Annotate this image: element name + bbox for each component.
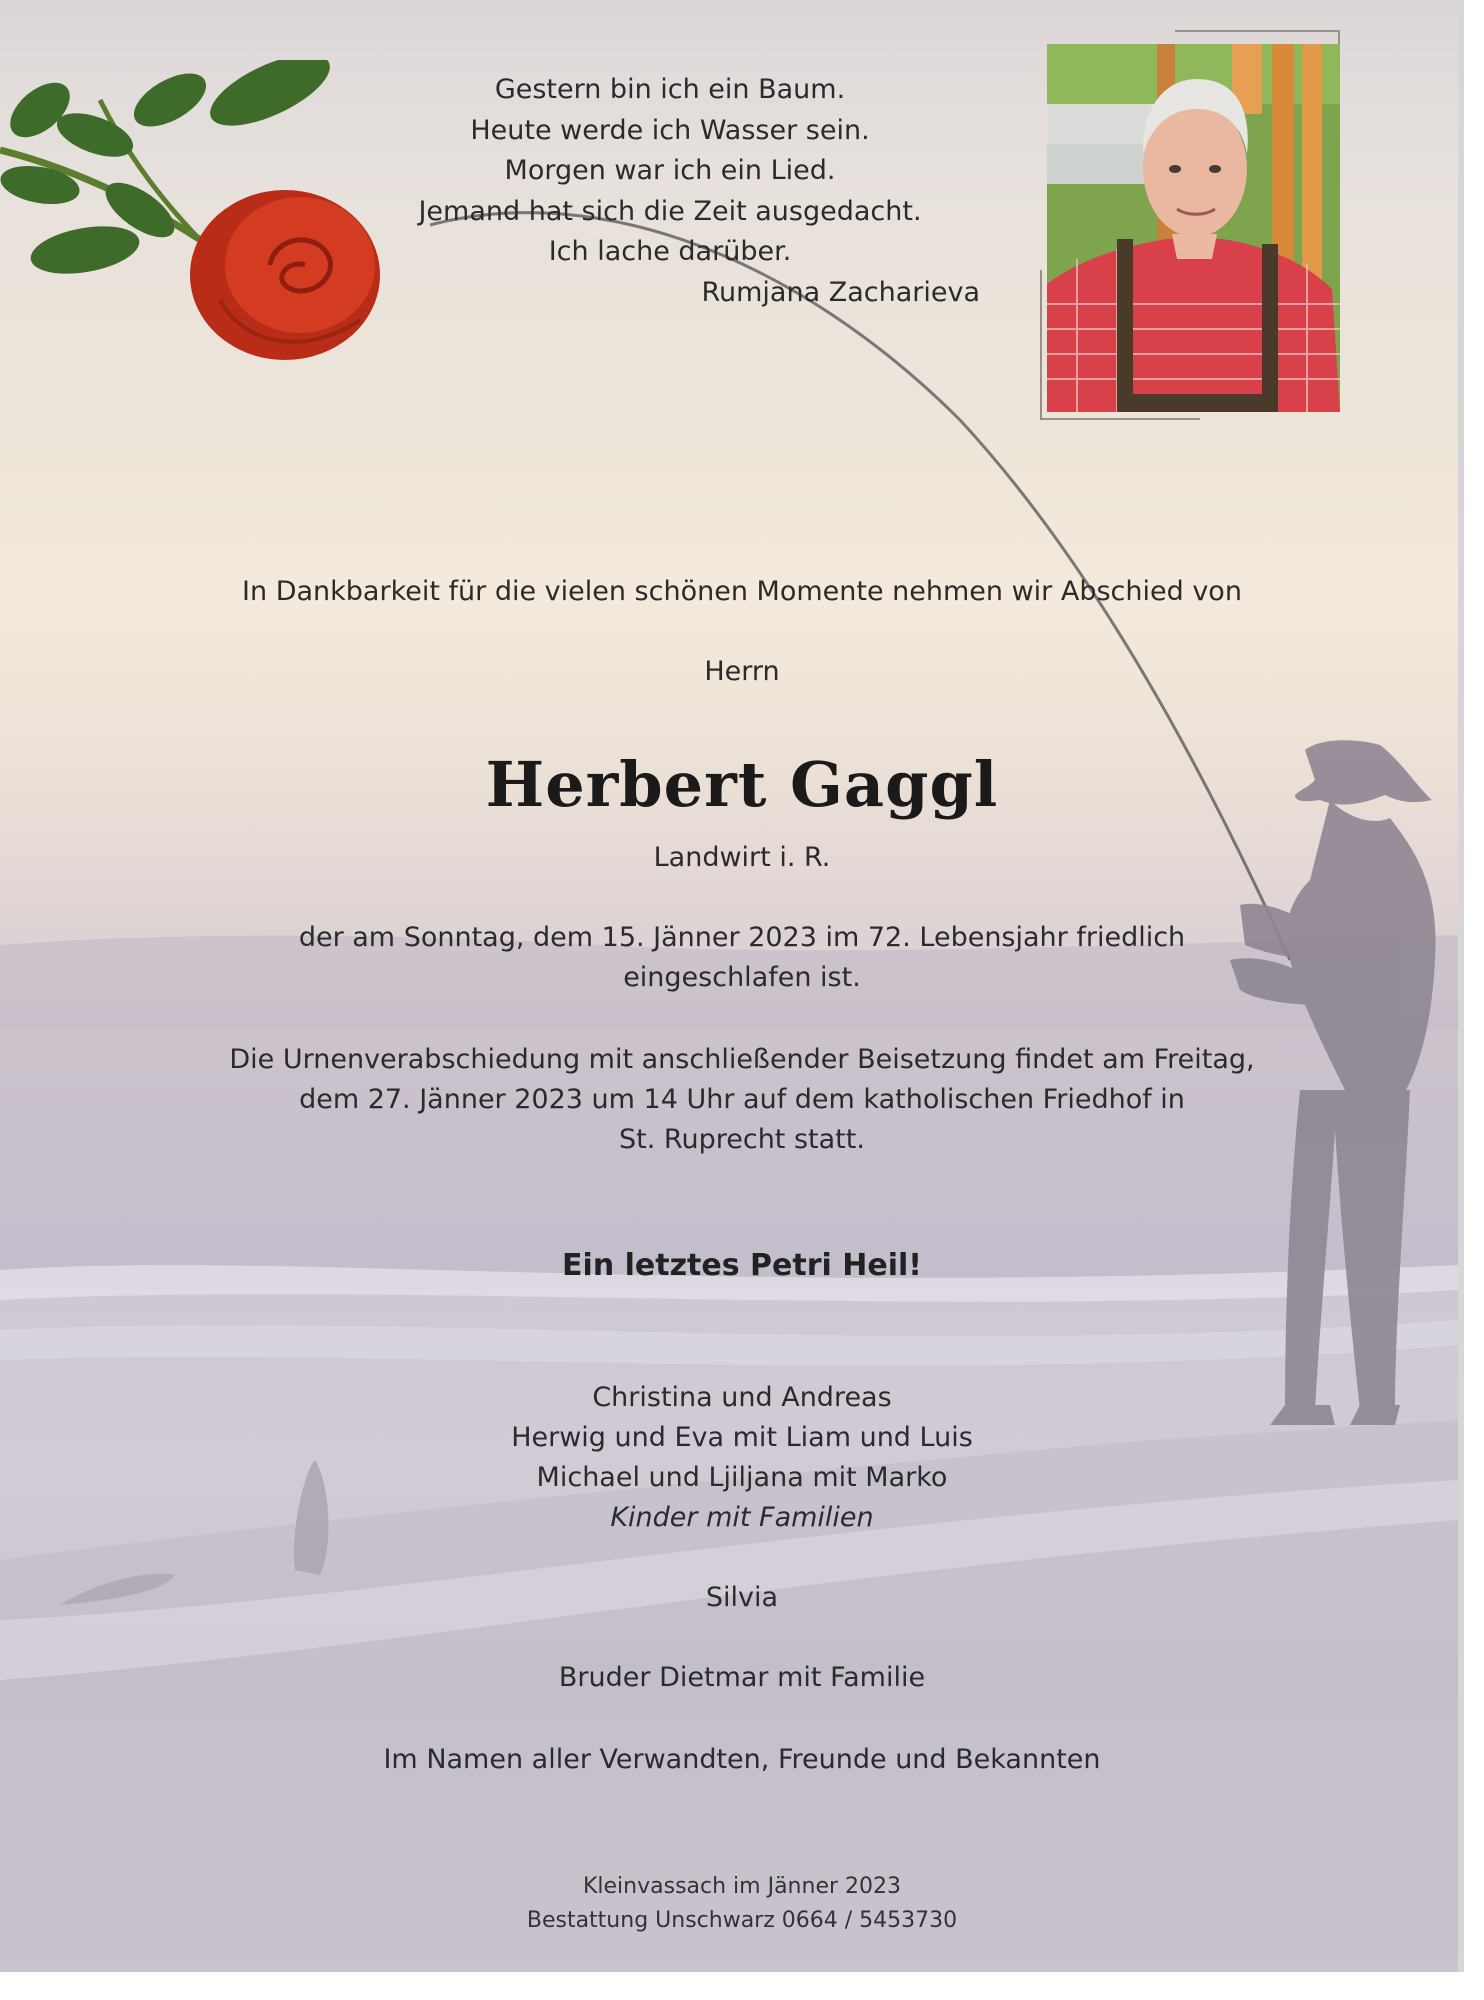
mourner-sibling: Bruder Dietmar mit Familie xyxy=(558,1662,926,1693)
rose-icon xyxy=(0,60,400,370)
portrait-photo xyxy=(1047,44,1340,412)
poem-author: Rumjana Zacharieva xyxy=(701,276,980,308)
farewell-line: Ein letztes Petri Heil! xyxy=(562,1248,922,1283)
footer-undertaker: Bestattung Unschwarz 0664 / 5453730 xyxy=(526,1908,958,1933)
deceased-name: Herbert Gaggl xyxy=(485,748,999,821)
poem-line: Gestern bin ich ein Baum. xyxy=(494,74,846,105)
mourner-line: Herwig und Eva mit Liam und Luis xyxy=(511,1422,973,1453)
poem-line: Ich lache darüber. xyxy=(548,236,792,267)
ceremony-notice xyxy=(0,1040,1458,1160)
footer xyxy=(0,1870,1458,1938)
deceased-title: Landwirt i. R. xyxy=(653,842,831,873)
mourner-others: Im Namen aller Verwandten, Freunde und Bekannten xyxy=(383,1744,1101,1775)
death-notice xyxy=(0,918,1458,998)
portrait-icon xyxy=(1047,44,1340,412)
mourner-line: Michael und Ljiljana mit Marko xyxy=(536,1462,948,1493)
mourners-children xyxy=(0,1378,1458,1538)
death-notice-line: der am Sonntag, dem 15. Jänner 2023 im 72. Lebensjahr friedlich xyxy=(298,922,1186,953)
sheet-edge xyxy=(1458,0,1464,1972)
footer-place-date: Kleinvassach im Jänner 2023 xyxy=(582,1874,902,1899)
ceremony-line: St. Ruprecht statt. xyxy=(619,1124,865,1155)
ceremony-line: dem 27. Jänner 2023 um 14 Uhr auf dem katholischen Friedhof in xyxy=(299,1084,1185,1115)
mourner-line: Christina und Andreas xyxy=(592,1382,892,1413)
ceremony-line: Die Urnenverabschiedung mit anschließender Beisetzung findet am Freitag, xyxy=(229,1044,1255,1075)
mourners-caption: Kinder mit Familien xyxy=(610,1502,874,1533)
poem-line: Jemand hat sich die Zeit ausgedacht. xyxy=(418,195,922,227)
poem-line: Morgen war ich ein Lied. xyxy=(504,155,836,186)
salutation: Herrn xyxy=(704,656,780,687)
poem xyxy=(360,70,980,313)
death-notice-line: eingeschlafen ist. xyxy=(623,962,861,993)
poem-line: Heute werde ich Wasser sein. xyxy=(470,114,870,146)
intro-text: In Dankbarkeit für die vielen schönen Momente nehmen wir Abschied von xyxy=(242,576,1242,607)
mourner-partner: Silvia xyxy=(705,1582,779,1613)
